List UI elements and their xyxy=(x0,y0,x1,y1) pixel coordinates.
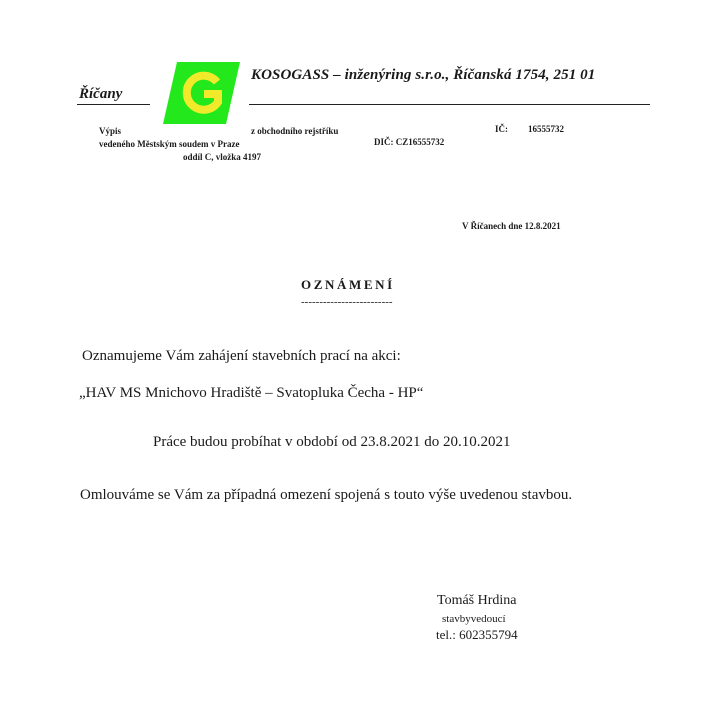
document-title: OZNÁMENÍ xyxy=(301,277,395,292)
company-logo xyxy=(163,62,240,124)
body-paragraph-2: „HAV MS Mnichovo Hradiště – Svatopluka Čecha - HP“ xyxy=(79,385,424,401)
registry-line-3: oddíl C, vložka 4197 xyxy=(183,152,262,162)
registry-line-1b: z obchodního rejstříku xyxy=(251,126,339,136)
signature-role: stavbyvedoucí xyxy=(442,613,506,625)
dic-number: DIČ: CZ16555732 xyxy=(374,137,445,147)
body-paragraph-1: Oznamujeme Vám zahájení stavebních prací na akci: xyxy=(82,348,401,364)
ico-value: 16555732 xyxy=(528,124,564,134)
date-line: V Říčanech dne 12.8.2021 xyxy=(462,221,561,231)
title-underline: ------------------------- xyxy=(301,296,393,308)
body-paragraph-4: Omlouváme se Vám za případná omezení spojená s touto výše uvedenou stavbou. xyxy=(80,487,573,503)
registry-line-2: vedeného Městským soudem v Praze xyxy=(99,139,240,149)
city-underline xyxy=(77,104,150,105)
signature-phone: tel.: 602355794 xyxy=(436,627,518,642)
body-paragraph-3: Práce budou probíhat v období od 23.8.2021 do 20.10.2021 xyxy=(153,434,511,450)
letterhead-city: Říčany xyxy=(79,86,123,102)
signature-name: Tomáš Hrdina xyxy=(437,593,517,608)
letterhead-company: KOSOGASS – inženýring s.r.o., Říčanská 1754, 251 01 xyxy=(251,67,596,83)
registry-line-1a: Výpis xyxy=(99,126,122,136)
logo-background xyxy=(163,62,240,124)
ico-label: IČ: xyxy=(495,124,508,134)
logo-g-icon xyxy=(163,62,240,124)
company-underline xyxy=(249,104,650,105)
